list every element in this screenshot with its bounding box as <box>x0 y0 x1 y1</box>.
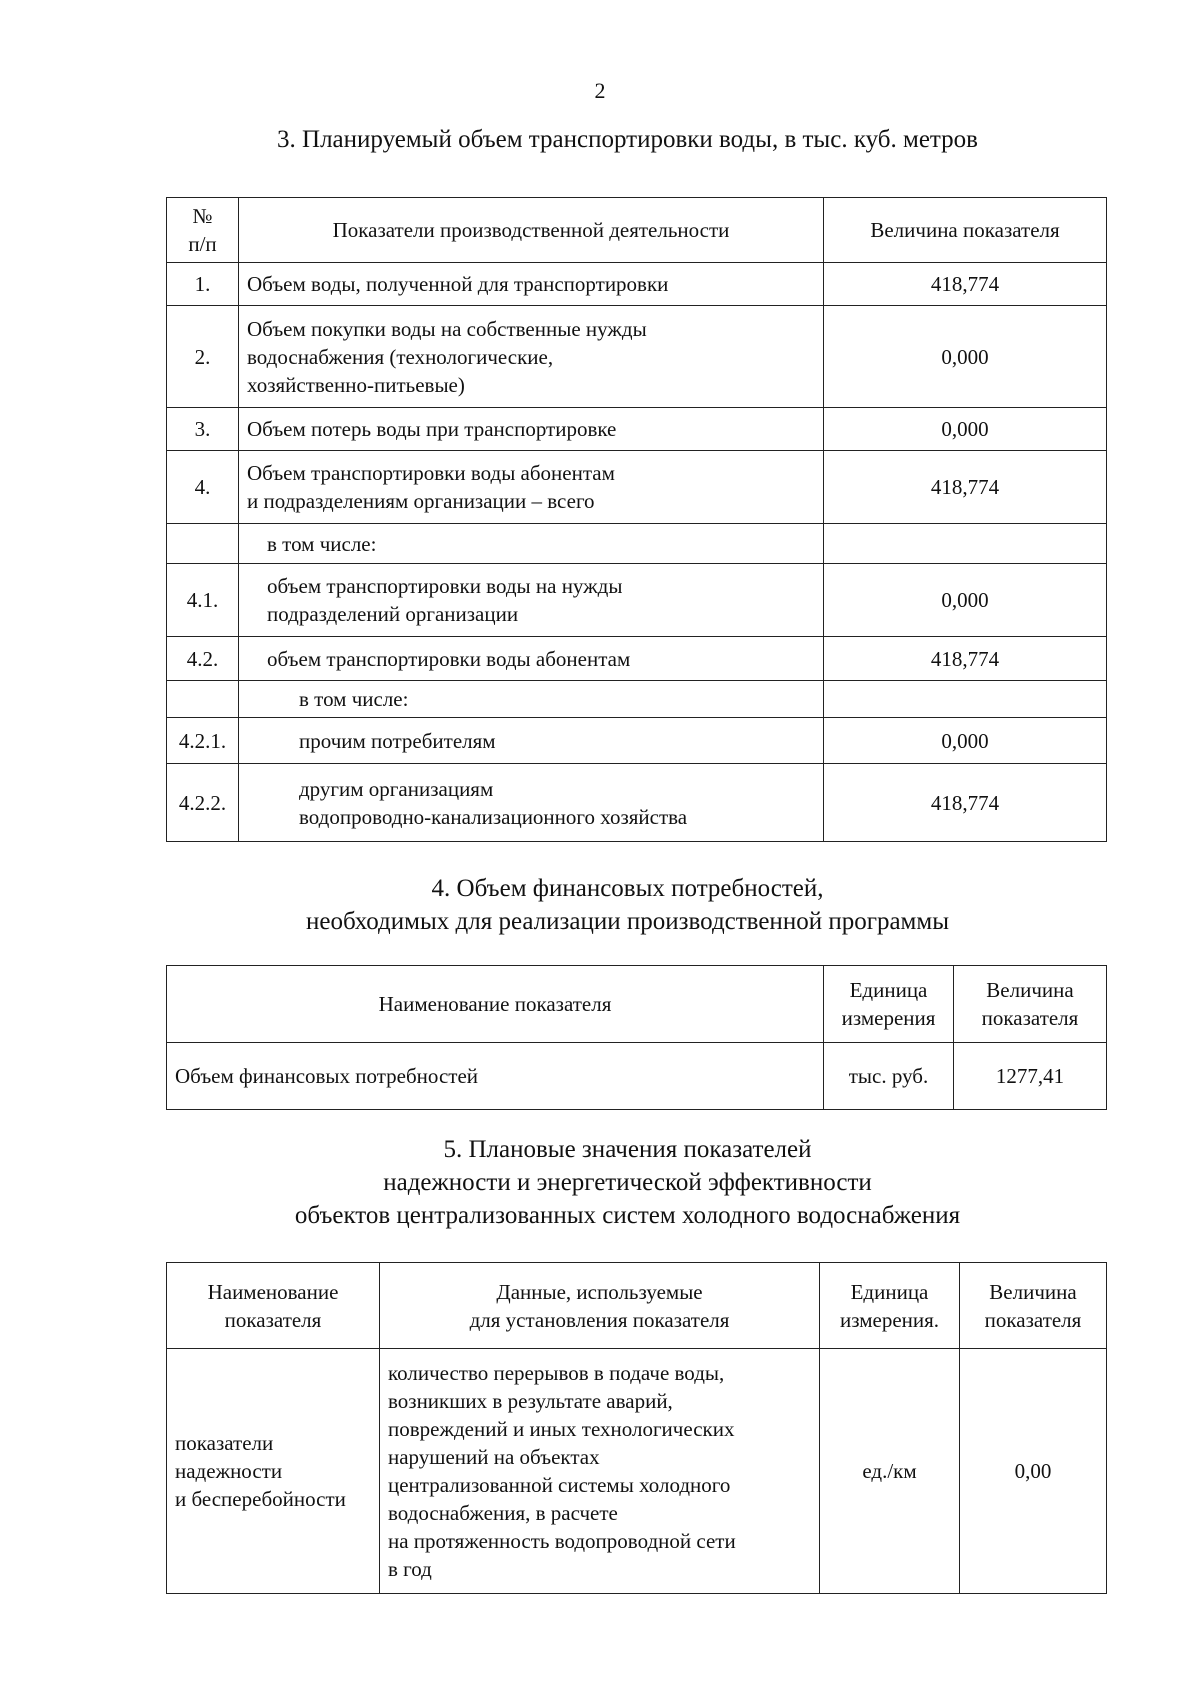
section4-title-line1: 4. Объем финансовых потребностей, <box>431 875 824 902</box>
row-name: Объем потерь воды при транспортировке <box>239 408 824 451</box>
section3-title <box>150 123 1105 156</box>
section5-title-line2: надежности и энергетической эффективности <box>383 1169 872 1196</box>
row-value: 0,000 <box>824 306 1107 408</box>
row-name: Объем покупки воды на собственные нужды водоснабжения (технологические, хозяйственно-питьевые) <box>239 306 824 408</box>
row-value: 0,000 <box>824 408 1107 451</box>
row-value: 0,000 <box>824 564 1107 637</box>
table-row <box>167 306 1107 408</box>
row-name: показатели надежности и бесперебойности <box>167 1349 380 1594</box>
row-num: 4.2.2. <box>167 764 239 842</box>
header-name: Наименование показателя <box>167 1263 380 1349</box>
row-value: 0,000 <box>824 718 1107 764</box>
row-num <box>167 524 239 564</box>
row-value: 418,774 <box>824 637 1107 681</box>
row-value: 418,774 <box>824 263 1107 306</box>
row-name: Объем воды, полученной для транспортировки <box>239 263 824 306</box>
table-row <box>167 451 1107 524</box>
table-row <box>167 1349 1107 1594</box>
section4-title-line2: необходимых для реализации производственной программы <box>305 908 949 935</box>
table-row <box>167 408 1107 451</box>
table-row <box>167 524 1107 564</box>
row-name: объем транспортировки воды на нужды подразделений организации <box>239 564 824 637</box>
row-num: 4.2.1. <box>167 718 239 764</box>
row-unit: тыс. руб. <box>824 1043 954 1110</box>
table-row <box>167 764 1107 842</box>
row-num: 1. <box>167 263 239 306</box>
table-row <box>167 564 1107 637</box>
row-num <box>167 681 239 718</box>
page-number: 2 <box>594 78 606 103</box>
row-name: прочим потребителям <box>239 718 824 764</box>
row-name: в том числе: <box>239 524 824 564</box>
row-name: Объем финансовых потребностей <box>167 1043 824 1110</box>
table-header-row <box>167 1263 1107 1349</box>
row-num: 3. <box>167 408 239 451</box>
section5-title-line3: объектов централизованных систем холодного водоснабжения <box>294 1202 961 1229</box>
row-num: 4.2. <box>167 637 239 681</box>
header-num: № п/п <box>167 198 239 263</box>
row-name: другим организациям водопроводно-канализационного хозяйства <box>239 764 824 842</box>
row-value: 418,774 <box>824 764 1107 842</box>
section4-title <box>150 872 1105 938</box>
table-header-row <box>167 966 1107 1043</box>
section5-title <box>150 1133 1105 1232</box>
row-name: в том числе: <box>239 681 824 718</box>
row-num: 2. <box>167 306 239 408</box>
section3-title-text: 3. Планируемый объем транспортировки воды, в тыс. куб. метров <box>277 126 978 153</box>
header-value: Величина показателя <box>960 1263 1107 1349</box>
row-unit: ед./км <box>820 1349 960 1594</box>
table-row <box>167 637 1107 681</box>
reliability-table <box>166 1262 1107 1594</box>
header-unit: Единица измерения. <box>820 1263 960 1349</box>
row-data: количество перерывов в подаче воды, возникших в результате аварий, повреждений и иных технологических нарушений на объектах централизованной системы холодного водоснабжения, в расчете на протяженность водопроводной сети в год <box>380 1349 820 1594</box>
table-row <box>167 681 1107 718</box>
row-value: 0,00 <box>960 1349 1107 1594</box>
row-value: 1277,41 <box>954 1043 1107 1110</box>
row-value <box>824 524 1107 564</box>
header-unit: Единица измерения <box>824 966 954 1043</box>
row-num: 4.1. <box>167 564 239 637</box>
header-value: Величина показателя <box>954 966 1107 1043</box>
table-row <box>167 263 1107 306</box>
header-name: Наименование показателя <box>167 966 824 1043</box>
row-name: Объем транспортировки воды абонентам и подразделениям организации – всего <box>239 451 824 524</box>
header-value: Величина показателя <box>824 198 1107 263</box>
row-name: объем транспортировки воды абонентам <box>239 637 824 681</box>
header-data: Данные, используемые для установления показателя <box>380 1263 820 1349</box>
row-value: 418,774 <box>824 451 1107 524</box>
header-indicator: Показатели производственной деятельности <box>239 198 824 263</box>
section5-title-line1: 5. Плановые значения показателей <box>443 1136 812 1163</box>
table-row <box>167 718 1107 764</box>
row-value <box>824 681 1107 718</box>
table-header-row <box>167 198 1107 263</box>
financial-needs-table <box>166 965 1107 1110</box>
water-transport-table <box>166 197 1107 842</box>
table-row <box>167 1043 1107 1110</box>
row-num: 4. <box>167 451 239 524</box>
